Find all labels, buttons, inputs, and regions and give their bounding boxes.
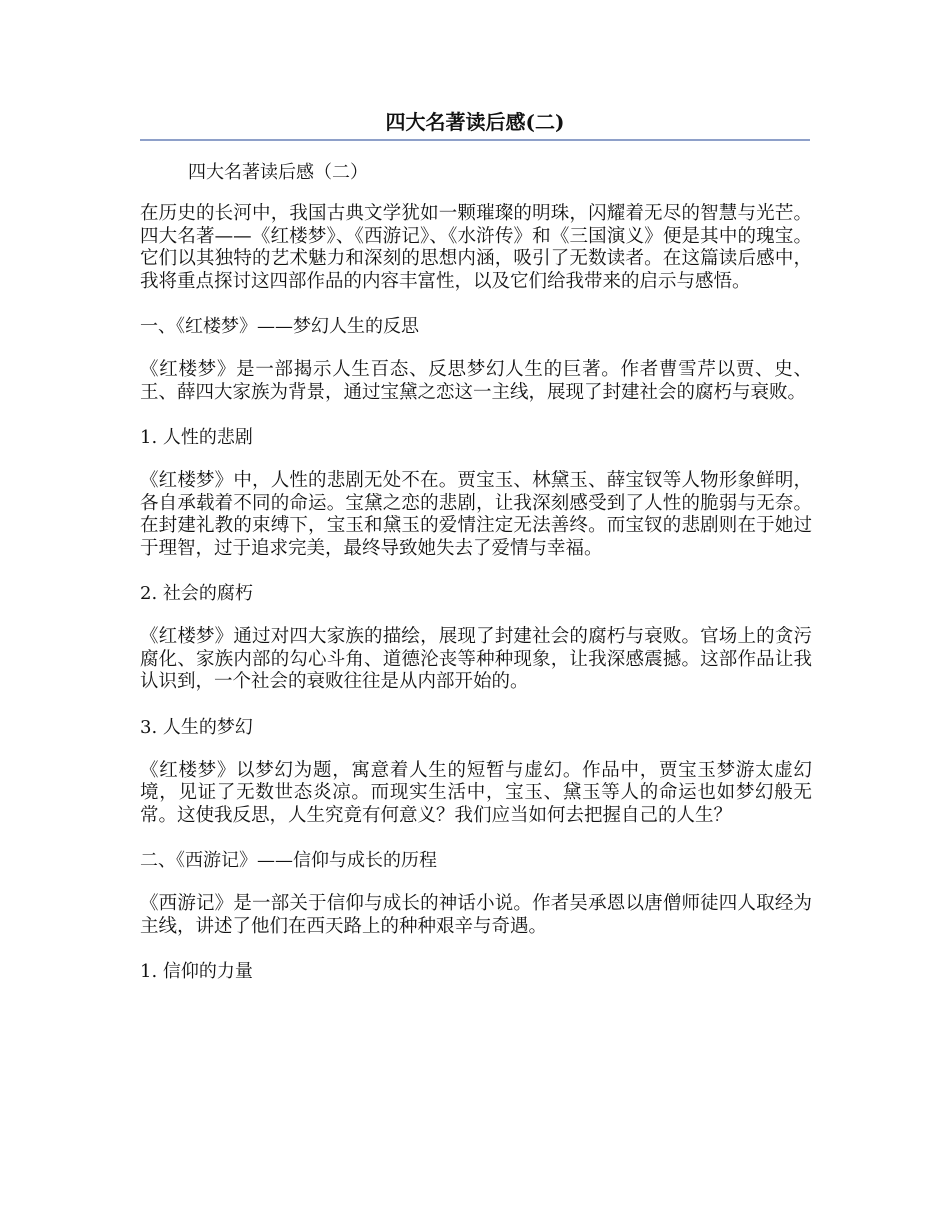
subheading-social-decay: 2. 社会的腐朽 xyxy=(140,583,253,604)
document-body xyxy=(140,203,812,1004)
section-heading-xiyouji: 二、《西游记》——信仰与成长的历程 xyxy=(140,850,437,871)
paragraph-human-tragedy: 《红楼梦》中，人性的悲剧无处不在。贾宝玉、林黛玉、薛宝钗等人物形象鲜明，各自承载着不同的命运。宝黛之恋的悲剧，让我深刻感受到了人性的脆弱与无奈。在封建礼教的束缚下，宝玉和黛玉的爱情注定无法善终。而宝钗的悲剧则在于她过于理智，过于追求完美，最终导致她失去了爱情与幸福。 xyxy=(140,470,812,559)
paragraph-social-decay: 《红楼梦》通过对四大家族的描绘，展现了封建社会的腐朽与衰败。官场上的贪污腐化、家族内部的勾心斗角、道德沦丧等种种现象，让我深感震撼。这部作品让我认识到，一个社会的衰败往往是从内部开始的。 xyxy=(140,626,812,692)
section-intro-xiyouji: 《西游记》是一部关于信仰与成长的神话小说。作者吴承恩以唐僧师徒四人取经为主线，讲述了他们在西天路上的种种艰辛与奇遇。 xyxy=(140,893,812,937)
subheading-dream-of-life: 3. 人生的梦幻 xyxy=(140,716,253,738)
intro-paragraph: 在历史的长河中，我国古典文学犹如一颗璀璨的明珠，闪耀着无尽的智慧与光芒。四大名著——《红楼梦》、《西游记》、《水浒传》和《三国演义》便是其中的瑰宝。它们以其独特的艺术魅力和深刻的思想内涵，吸引了无数读者。在这篇读后感中，我将重点探讨这四部作品的内容丰富性，以及它们给我带来的启示与感悟。 xyxy=(140,203,812,292)
section-heading-hongloumeng: 一、《红楼梦》——梦幻人生的反思 xyxy=(140,316,419,337)
subheading-human-tragedy: 1. 人性的悲剧 xyxy=(140,427,253,448)
document-subtitle: 四大名著读后感（二） xyxy=(188,162,368,183)
section-intro-hongloumeng: 《红楼梦》是一部揭示人生百态、反思梦幻人生的巨著。作者曹雪芹以贾、史、王、薛四大家族为背景，通过宝黛之恋这一主线，展现了封建社会的腐朽与衰败。 xyxy=(140,359,812,403)
paragraph-dream-of-life: 《红楼梦》以梦幻为题，寓意着人生的短暂与虚幻。作品中，贾宝玉梦游太虚幻境，见证了无数世态炎凉。而现实生活中，宝玉、黛玉等人的命运也如梦幻般无常。这使我反思，人生究竟有何意义？我们应当如何去把握自己的人生？ xyxy=(140,759,812,826)
title-divider xyxy=(140,139,810,141)
document-title: 四大名著读后感(二) xyxy=(385,110,565,134)
subheading-power-of-faith: 1. 信仰的力量 xyxy=(140,961,253,982)
